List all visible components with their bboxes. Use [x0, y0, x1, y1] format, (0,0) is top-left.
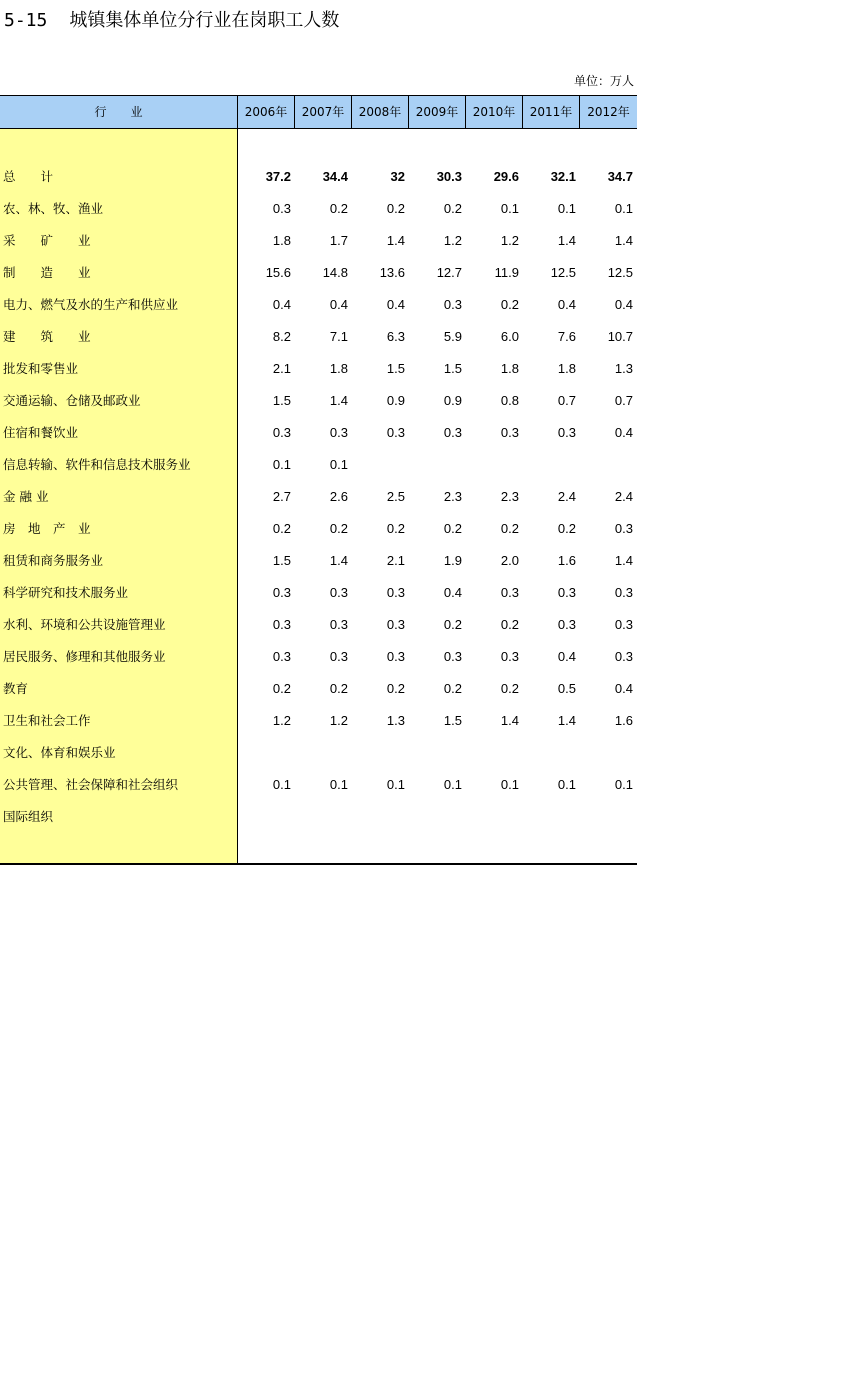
value-cell: 5.9	[443, 329, 462, 344]
table-row	[0, 449, 637, 481]
value-cell: 0.3	[614, 649, 633, 664]
value-cell: 1.5	[386, 361, 405, 376]
value-cell: 0.4	[557, 297, 576, 312]
value-cell: 0.3	[443, 297, 462, 312]
table-header	[0, 95, 637, 129]
value-cell: 1.4	[557, 233, 576, 248]
value-cell: 0.1	[272, 457, 291, 472]
value-cell: 11.9	[494, 265, 519, 280]
value-cell	[355, 449, 405, 481]
value-cell: 1.7	[329, 233, 348, 248]
value-cell: 1.4	[614, 233, 633, 248]
page-title	[4, 6, 339, 32]
table-number: 5-15	[4, 10, 48, 31]
unit-label: 单位：万人	[573, 74, 634, 88]
table-row	[0, 289, 637, 321]
value-cell: 0.4	[386, 297, 405, 312]
value-cell: 0.1	[557, 201, 576, 216]
value-cell: 0.2	[443, 617, 462, 632]
header-year: 2007年	[294, 96, 351, 128]
value-cell: 1.4	[329, 393, 348, 408]
row-label: 水利、环境和公共设施管理业	[3, 617, 166, 632]
value-cell: 0.2	[386, 201, 405, 216]
value-cell: 0.2	[329, 681, 348, 696]
value-cell	[469, 737, 519, 769]
value-cell: 0.2	[443, 521, 462, 536]
value-cell	[526, 801, 576, 833]
table-title: 城镇集体单位分行业在岗职工人数	[69, 10, 340, 31]
row-label: 科学研究和技术服务业	[3, 585, 129, 600]
value-cell: 0.3	[557, 585, 576, 600]
row-label: 文化、体育和娱乐业	[3, 745, 116, 760]
value-cell	[355, 801, 405, 833]
value-cell: 0.9	[386, 393, 405, 408]
table-row	[0, 769, 637, 801]
value-cell: 1.5	[443, 361, 462, 376]
value-cell: 0.2	[500, 617, 519, 632]
value-cell: 0.8	[500, 393, 519, 408]
table-row	[0, 801, 637, 833]
value-cell: 7.1	[329, 329, 348, 344]
value-cell: 0.3	[272, 649, 291, 664]
value-cell: 1.9	[443, 553, 462, 568]
table-row	[0, 257, 637, 289]
row-label: 总 计	[3, 169, 54, 184]
value-cell: 2.1	[272, 361, 291, 376]
value-cell: 12.5	[550, 265, 576, 280]
value-cell: 0.3	[272, 585, 291, 600]
row-label: 教育	[3, 681, 29, 696]
value-cell: 32.1	[550, 169, 576, 184]
value-cell: 0.2	[500, 297, 519, 312]
value-cell: 0.4	[557, 649, 576, 664]
value-cell: 0.3	[443, 649, 462, 664]
value-cell: 2.6	[329, 489, 348, 504]
value-cell: 0.3	[614, 617, 633, 632]
value-cell: 0.3	[443, 425, 462, 440]
value-cell: 2.4	[614, 489, 633, 504]
value-cell	[469, 449, 519, 481]
table-row	[0, 513, 637, 545]
value-cell: 0.1	[329, 457, 348, 472]
table-row	[0, 673, 637, 705]
value-cell: 2.3	[443, 489, 462, 504]
row-label: 金 融 业	[3, 489, 49, 504]
value-cell: 0.3	[614, 585, 633, 600]
value-cell	[583, 449, 633, 481]
row-label: 制 造 业	[3, 265, 91, 280]
header-year: 2011年	[522, 96, 579, 128]
header-year: 2006年	[237, 96, 294, 128]
value-cell: 0.3	[614, 521, 633, 536]
table-row	[0, 641, 637, 673]
value-cell: 1.5	[272, 393, 291, 408]
value-cell: 0.2	[386, 681, 405, 696]
value-cell: 0.1	[557, 777, 576, 792]
value-cell: 1.2	[443, 233, 462, 248]
row-label: 农、林、牧、渔业	[3, 201, 104, 216]
value-cell: 0.3	[329, 617, 348, 632]
value-cell: 0.3	[557, 617, 576, 632]
table-row	[0, 225, 637, 257]
value-cell: 1.8	[272, 233, 291, 248]
value-cell: 0.2	[272, 681, 291, 696]
value-cell: 0.4	[443, 585, 462, 600]
value-cell: 0.3	[329, 425, 348, 440]
row-label: 批发和零售业	[3, 361, 79, 376]
value-cell: 0.3	[272, 617, 291, 632]
value-cell: 2.1	[386, 553, 405, 568]
value-cell: 0.3	[386, 617, 405, 632]
value-cell	[412, 737, 462, 769]
table-row	[0, 481, 637, 513]
table-row	[0, 609, 637, 641]
value-cell: 8.2	[272, 329, 291, 344]
value-cell	[412, 449, 462, 481]
row-label: 公共管理、社会保障和社会组织	[3, 777, 179, 792]
value-cell: 0.1	[500, 777, 519, 792]
value-cell: 0.3	[500, 649, 519, 664]
value-cell	[412, 801, 462, 833]
value-cell	[526, 737, 576, 769]
value-cell: 37.2	[265, 169, 291, 184]
value-cell: 14.8	[322, 265, 348, 280]
value-cell: 0.4	[329, 297, 348, 312]
value-cell: 1.8	[557, 361, 576, 376]
value-cell: 1.4	[614, 553, 633, 568]
row-label: 房 地 产 业	[3, 521, 91, 536]
value-cell: 0.7	[557, 393, 576, 408]
value-cell: 1.3	[614, 361, 633, 376]
value-cell: 0.4	[614, 297, 633, 312]
value-cell: 0.2	[329, 201, 348, 216]
value-cell: 0.3	[386, 585, 405, 600]
header-year: 2008年	[351, 96, 408, 128]
value-cell: 0.2	[557, 521, 576, 536]
row-label: 采 矿 业	[3, 233, 91, 248]
row-label: 交通运输、仓储及邮政业	[3, 393, 141, 408]
value-cell: 0.4	[614, 681, 633, 696]
value-cell: 1.5	[272, 553, 291, 568]
value-cell: 0.2	[329, 521, 348, 536]
value-cell: 7.6	[557, 329, 576, 344]
table-row	[0, 705, 637, 737]
value-cell: 0.2	[500, 521, 519, 536]
value-cell: 2.5	[386, 489, 405, 504]
table-bottom-border	[0, 863, 637, 865]
row-label: 建 筑 业	[3, 329, 91, 344]
value-cell: 29.6	[493, 169, 519, 184]
value-cell: 30.3	[436, 169, 462, 184]
value-cell: 0.1	[443, 777, 462, 792]
value-cell	[241, 737, 291, 769]
header-year: 2009年	[408, 96, 465, 128]
value-cell: 0.3	[329, 585, 348, 600]
value-cell: 1.8	[500, 361, 519, 376]
value-cell: 0.3	[272, 201, 291, 216]
table-row	[0, 577, 637, 609]
value-cell: 0.1	[614, 201, 633, 216]
value-cell: 2.0	[500, 553, 519, 568]
value-cell: 1.8	[329, 361, 348, 376]
value-cell: 1.4	[557, 713, 576, 728]
row-label: 卫生和社会工作	[3, 713, 91, 728]
value-cell	[583, 737, 633, 769]
value-cell: 0.1	[272, 777, 291, 792]
row-label: 租赁和商务服务业	[3, 553, 104, 568]
value-cell: 1.3	[386, 713, 405, 728]
table-row	[0, 385, 637, 417]
value-cell	[241, 801, 291, 833]
value-cell: 0.7	[614, 393, 633, 408]
value-cell: 1.2	[272, 713, 291, 728]
table-row	[0, 417, 637, 449]
value-cell: 1.5	[443, 713, 462, 728]
value-cell: 0.2	[443, 681, 462, 696]
table-row	[0, 737, 637, 769]
value-cell: 0.4	[614, 425, 633, 440]
value-cell: 32	[390, 169, 405, 184]
value-cell: 1.6	[614, 713, 633, 728]
value-cell: 0.1	[500, 201, 519, 216]
row-label: 国际组织	[3, 809, 54, 824]
value-cell: 0.3	[386, 649, 405, 664]
value-cell: 0.3	[272, 425, 291, 440]
value-cell	[298, 737, 348, 769]
value-cell: 2.3	[500, 489, 519, 504]
value-cell: 0.5	[557, 681, 576, 696]
value-cell: 1.4	[386, 233, 405, 248]
value-cell: 0.3	[500, 425, 519, 440]
table-row	[0, 545, 637, 577]
row-label: 信息转输、软件和信息技术服务业	[3, 457, 191, 472]
value-cell: 12.5	[607, 265, 633, 280]
value-cell: 1.4	[500, 713, 519, 728]
value-cell: 0.1	[614, 777, 633, 792]
value-cell: 6.3	[386, 329, 405, 344]
value-cell: 0.3	[500, 585, 519, 600]
header-year: 2012年	[579, 96, 637, 128]
header-industry: 行 业	[94, 105, 143, 119]
table-row	[0, 353, 637, 385]
value-cell: 0.3	[329, 649, 348, 664]
value-cell: 0.1	[386, 777, 405, 792]
value-cell: 1.2	[500, 233, 519, 248]
row-label: 居民服务、修理和其他服务业	[3, 649, 166, 664]
value-cell	[298, 801, 348, 833]
table-row	[0, 193, 637, 225]
row-label: 电力、燃气及水的生产和供应业	[3, 297, 179, 312]
value-cell: 0.2	[272, 521, 291, 536]
value-cell	[526, 449, 576, 481]
value-cell: 6.0	[500, 329, 519, 344]
value-cell: 12.7	[436, 265, 462, 280]
value-cell: 0.2	[386, 521, 405, 536]
value-cell	[469, 801, 519, 833]
value-cell: 0.2	[500, 681, 519, 696]
value-cell	[355, 737, 405, 769]
row-label: 住宿和餐饮业	[3, 425, 79, 440]
value-cell: 0.1	[329, 777, 348, 792]
value-cell: 34.7	[607, 169, 633, 184]
value-cell: 0.2	[443, 201, 462, 216]
value-cell	[583, 801, 633, 833]
value-cell: 0.4	[272, 297, 291, 312]
value-cell: 1.6	[557, 553, 576, 568]
value-cell: 2.7	[272, 489, 291, 504]
value-cell: 10.7	[607, 329, 633, 344]
value-cell: 34.4	[322, 169, 348, 184]
value-cell: 2.4	[557, 489, 576, 504]
value-cell: 0.3	[557, 425, 576, 440]
header-year: 2010年	[465, 96, 522, 128]
value-cell: 15.6	[265, 265, 291, 280]
value-cell: 0.9	[443, 393, 462, 408]
value-cell: 1.4	[329, 553, 348, 568]
table-row	[0, 321, 637, 353]
value-cell: 13.6	[379, 265, 405, 280]
total-row	[0, 161, 637, 193]
value-cell: 1.2	[329, 713, 348, 728]
value-cell: 0.3	[386, 425, 405, 440]
